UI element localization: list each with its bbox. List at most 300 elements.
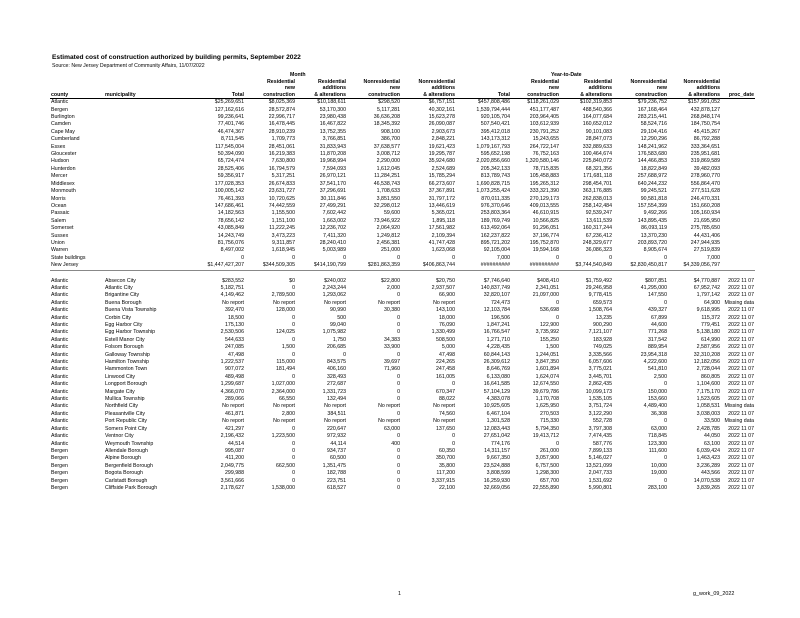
col-m-res-add-l2: additions <box>322 85 346 92</box>
cell-m-res-add: 7,602,442 <box>322 210 346 217</box>
municipality-row <box>50 463 755 470</box>
col-m-nonres-new-l1: Nonresidential <box>363 79 400 85</box>
cell-m-res-new: 1,151,100 <box>271 217 295 224</box>
cell-y-res-new: 264,722,147 <box>529 143 559 150</box>
cell-y-nonres-add: 3,839,265 <box>696 484 720 491</box>
cell-y-total: 196,506 <box>491 314 510 321</box>
cell-county: Salem <box>51 217 66 224</box>
cell-m-nonres-add: 66,900 <box>438 292 455 299</box>
cell-proc-date <box>721 203 755 210</box>
cell-m-res-new: No report <box>273 403 295 410</box>
cell-municipality <box>104 158 188 165</box>
cell-y-total: 1,847,241 <box>486 322 510 328</box>
cell-y-nonres-add: 21,695,950 <box>693 217 720 224</box>
county-row <box>50 107 755 114</box>
report-title: Estimated cost of construction authorized by building permits, September 2022 <box>52 54 301 61</box>
cell-m-res-add: 406,160 <box>327 366 346 373</box>
cell-county: Atlantic <box>51 336 69 343</box>
cell-m-res-new: $0 <box>289 277 295 284</box>
cell-proc-date: 2022 11 07 <box>728 470 754 477</box>
cell-y-nonres-new: 4,489,400 <box>643 403 667 410</box>
cell-m-res-add: 99,040 <box>329 322 346 328</box>
cell-m-nonres-new: 32,298,012 <box>373 202 400 209</box>
cell-proc-date: 2022 11 07 <box>728 292 754 299</box>
cell-y-total: 7,000 <box>496 254 510 261</box>
cell-y-nonres-new: 147,550 <box>648 292 667 299</box>
cell-y-res-new: 1,601,894 <box>535 366 559 373</box>
cell-m-nonres-add: 15,785,294 <box>428 173 455 180</box>
cell-m-res-new: 2,364,000 <box>271 388 295 395</box>
cell-y-nonres-new: 99,245,521 <box>640 188 667 195</box>
cell-county: Bergen <box>51 477 68 484</box>
cell-county: Hudson <box>51 158 70 165</box>
cell-proc-date <box>721 144 755 151</box>
county-row <box>50 188 755 195</box>
cell-m-nonres-add: 2,937,507 <box>431 284 455 291</box>
cell-m-res-new: 1,709,773 <box>271 136 295 143</box>
cell-municipality <box>104 114 188 121</box>
cell-m-nonres-add: 47,498 <box>438 351 455 358</box>
col-y-nonres-new-l2: new <box>656 85 667 92</box>
cell-m-nonres-new: 37,638,577 <box>373 143 400 150</box>
cell-y-res-add: 13,521,099 <box>585 462 612 469</box>
cell-m-res-add: 90,990 <box>329 307 346 314</box>
cell-y-nonres-new: $807,851 <box>645 277 667 284</box>
cell-proc-date <box>721 166 755 173</box>
cell-county: Atlantic <box>51 425 69 432</box>
cell-county: Atlantic <box>51 292 69 299</box>
cell-y-res-new: 5,794,350 <box>535 425 559 432</box>
cell-y-res-add: 363,176,885 <box>582 188 612 195</box>
cell-municipality <box>104 136 188 143</box>
cell-y-res-add: $1,759,492 <box>585 277 612 284</box>
cell-proc-date: 2022 11 07 <box>728 359 754 366</box>
cell-m-res-add: 7,411,320 <box>323 232 346 239</box>
cell-y-res-new: 0 <box>556 314 559 321</box>
cell-m-nonres-new: 30,380 <box>383 307 400 314</box>
cell-municipality <box>104 144 188 151</box>
cell-county: Atlantic <box>51 366 69 373</box>
cell-county: Middlesex <box>51 180 75 187</box>
cell-municipality <box>104 166 188 173</box>
cell-m-res-new: 28,451,061 <box>268 143 295 150</box>
cell-y-nonres-new: 718,845 <box>648 433 667 440</box>
cell-y-nonres-add: 278,960,770 <box>690 173 720 180</box>
cell-m-nonres-new: 3,851,550 <box>376 195 400 202</box>
cell-m-nonres-add: 2,524,689 <box>431 165 455 172</box>
cell-y-nonres-add: 44,050 <box>703 433 720 440</box>
cell-y-total: 16,641,585 <box>483 381 510 388</box>
cell-y-res-add: 90,101,083 <box>585 128 612 135</box>
cell-m-total: 247,085 <box>225 344 244 351</box>
cell-m-res-add: 44,114 <box>330 440 346 447</box>
cell-proc-date <box>721 173 755 180</box>
cell-m-res-add: 223,751 <box>327 477 346 484</box>
municipality-row <box>50 315 755 322</box>
cell-proc-date: Missing data <box>724 418 754 425</box>
cell-proc-date: 2022 11 07 <box>728 455 754 462</box>
cell-proc-date: 2022 11 07 <box>728 425 754 432</box>
cell-proc-date <box>721 158 755 165</box>
cell-proc-date <box>721 262 755 270</box>
cell-y-total: 1,690,828,715 <box>476 180 510 187</box>
cell-m-nonres-add: 41,747,428 <box>428 239 455 246</box>
cell-y-nonres-new: 0 <box>664 299 667 306</box>
cell-y-nonres-new: 123,300 <box>648 440 667 447</box>
cell-county: Sussex <box>51 232 69 239</box>
col-m-res-new-l2: new <box>284 85 295 92</box>
cell-municipality: Mullica Township <box>105 396 145 403</box>
cell-y-res-add: 13,235 <box>595 314 612 321</box>
cell-y-res-new: 19,413,712 <box>532 433 559 440</box>
cell-proc-date: 2022 11 07 <box>728 388 754 395</box>
cell-y-res-add: 92,539,247 <box>585 210 612 217</box>
cell-proc-date: 2022 11 07 <box>728 307 754 314</box>
cell-m-nonres-add: 31,797,172 <box>428 195 455 202</box>
cell-county: Atlantic <box>51 373 69 380</box>
cell-county: Bergen <box>51 106 68 113</box>
cell-m-res-add: $414,190,799 <box>296 262 347 270</box>
cell-y-nonres-new: 9,492,266 <box>643 210 667 217</box>
cell-m-res-new: 7,630,800 <box>271 158 295 165</box>
cell-m-total: 46,474,367 <box>217 128 244 135</box>
cell-m-nonres-new: 0 <box>397 381 400 388</box>
cell-y-total: 395,412,018 <box>480 128 510 135</box>
cell-y-total: 140,837,749 <box>480 284 510 291</box>
cell-y-res-new: 103,612,939 <box>529 121 559 128</box>
cell-y-nonres-new: 0 <box>664 254 667 261</box>
cell-municipality: Absecon City <box>105 277 136 284</box>
cell-y-nonres-add: 6,039,424 <box>696 447 720 454</box>
cell-m-total: 1,222,537 <box>220 359 244 366</box>
cell-m-total: 14,182,563 <box>217 210 244 217</box>
cell-y-total: 189,769,749 <box>480 217 510 224</box>
cell-m-nonres-new: 2,000 <box>386 284 400 291</box>
cell-county: Passaic <box>51 210 70 217</box>
cell-m-res-new: 128,000 <box>276 307 295 314</box>
cell-m-nonres-add: 117,200 <box>436 470 455 477</box>
cell-y-nonres-new: 283,100 <box>648 484 667 491</box>
cell-municipality: Egg Harbor Township <box>105 329 156 336</box>
cell-municipality <box>104 210 188 217</box>
cell-y-nonres-add: 44,431,406 <box>693 232 720 239</box>
cell-y-res-add: 171,681,118 <box>583 173 612 180</box>
cell-y-res-new: 195,752,870 <box>529 239 559 246</box>
cell-m-total: No report <box>222 403 244 410</box>
cell-proc-date <box>721 136 755 143</box>
cell-y-total: 595,652,198 <box>480 151 510 158</box>
cell-m-nonres-add: $406,863,744 <box>401 262 456 270</box>
cell-proc-date: 2022 11 07 <box>728 396 754 403</box>
cell-municipality <box>104 203 188 210</box>
cell-y-res-add: 587,776 <box>593 440 612 447</box>
cell-y-nonres-new: 317,542 <box>648 336 667 343</box>
cell-m-nonres-add: $20,750 <box>436 277 455 284</box>
cell-y-nonres-add: 9,618,995 <box>696 307 720 314</box>
cell-municipality <box>104 240 188 247</box>
cell-m-total: 461,871 <box>225 410 244 417</box>
col-y-total: Total <box>456 92 511 99</box>
source-note: Source: New Jersey Department of Community Affairs, 11/07/2022 <box>52 63 205 69</box>
cell-y-res-new: 270,503 <box>540 410 559 417</box>
cell-m-total: 995,087 <box>225 447 244 454</box>
col-y-nonres-add-l1: Nonresidential <box>683 79 720 85</box>
cell-y-nonres-add: 614,990 <box>701 336 720 343</box>
col-y-nonres-add-l2: additions <box>696 85 720 92</box>
cell-y-res-new: 1,320,580,146 <box>525 158 559 165</box>
cell-county: Atlantic <box>51 359 69 366</box>
col-m-res-add-l1: Residential <box>317 79 346 85</box>
cell-y-nonres-add: 779,451 <box>701 322 720 328</box>
cell-municipality: Buena Borough <box>105 299 142 306</box>
cell-y-nonres-add: 432,878,127 <box>690 106 720 113</box>
cell-y-res-new: 91,296,051 <box>532 225 559 232</box>
cell-m-nonres-new: $22,800 <box>381 277 400 284</box>
cell-y-total: 143,173,312 <box>480 136 510 143</box>
cell-municipality <box>104 99 188 107</box>
cell-proc-date <box>721 233 755 240</box>
cell-y-nonres-add: 556,864,470 <box>690 180 720 187</box>
cell-m-total: 177,028,353 <box>214 180 244 187</box>
cell-proc-date <box>721 255 755 262</box>
cell-proc-date: 2022 11 07 <box>728 462 754 469</box>
col-proc-date: proc_date <box>721 92 755 99</box>
cell-m-nonres-add: $6,757,151 <box>428 99 455 106</box>
cell-m-res-add: 26,970,121 <box>319 173 346 180</box>
cell-y-res-add: 2,862,435 <box>588 381 612 388</box>
cell-proc-date <box>721 210 755 217</box>
cell-m-res-new: 1,027,000 <box>271 381 295 388</box>
cell-proc-date <box>721 181 755 188</box>
cell-m-res-add: 2,243,244 <box>322 284 346 291</box>
cell-proc-date: 2022 11 07 <box>728 410 754 417</box>
cell-m-total: 127,162,616 <box>214 106 244 113</box>
cell-municipality: Ventnor City <box>105 433 134 440</box>
footer-code: g_work_09_2022 <box>693 591 735 597</box>
cell-m-res-new: 124,025 <box>276 329 295 336</box>
cell-m-total: 8,497,002 <box>220 247 244 254</box>
cell-m-res-add: 53,170,300 <box>319 106 346 113</box>
cell-y-res-add: 160,317,244 <box>582 225 612 232</box>
cell-y-res-add: 5,146,027 <box>588 455 612 462</box>
cell-y-res-new: 76,752,163 <box>532 151 559 158</box>
cell-county: Atlantic <box>51 329 69 336</box>
cell-m-res-add: 0 <box>343 254 346 261</box>
cell-y-nonres-new: 111,600 <box>648 447 667 454</box>
cell-m-total: 14,243,749 <box>217 232 244 239</box>
cell-m-res-new: 16,478,445 <box>268 121 295 128</box>
county-row <box>50 225 755 232</box>
cell-proc-date <box>721 240 755 247</box>
county-row <box>50 255 755 262</box>
cell-m-total: 44,514 <box>227 440 244 447</box>
cell-m-res-add: 16,467,822 <box>319 121 346 128</box>
cell-m-nonres-new: 0 <box>397 477 400 484</box>
cell-y-nonres-add: 5,138,180 <box>696 329 720 336</box>
cell-municipality <box>104 121 188 128</box>
cell-proc-date: 2022 11 07 <box>728 322 754 328</box>
cell-y-nonres-add: 3,236,289 <box>696 462 720 469</box>
cell-m-res-new: 0 <box>292 470 295 477</box>
cell-m-nonres-new: 386,700 <box>381 136 400 143</box>
municipality-row <box>50 485 755 492</box>
cell-m-res-new: 1,618,945 <box>271 247 295 254</box>
cell-county: Cumberland <box>51 136 80 143</box>
cell-y-res-new: 3,057,900 <box>535 455 559 462</box>
cell-y-nonres-add: 39,482,093 <box>693 165 720 172</box>
cell-m-total: 8,711,545 <box>221 136 244 143</box>
cell-y-res-add: 3,122,290 <box>588 410 612 417</box>
cell-y-nonres-add: 2,428,785 <box>696 425 720 432</box>
cell-proc-date: 2022 11 07 <box>728 336 754 343</box>
cell-m-res-new: 3,473,223 <box>271 232 295 239</box>
cell-y-nonres-add: 45,415,267 <box>693 128 720 135</box>
cell-y-res-new: 230,791,252 <box>529 128 559 135</box>
col-y-nonres-add-l3: & alterations <box>668 92 721 99</box>
cell-m-total: 43,085,849 <box>217 225 244 232</box>
cell-y-nonres-new: 203,893,720 <box>637 239 667 246</box>
cell-m-res-new: 0 <box>292 351 295 358</box>
cell-y-nonres-new: 771,268 <box>648 329 667 336</box>
cell-municipality: Longport Borough <box>105 381 148 388</box>
cell-y-res-new: 15,243,655 <box>532 136 559 143</box>
cell-m-nonres-new: 1,249,812 <box>376 232 400 239</box>
cell-y-nonres-new: 41,295,000 <box>640 284 667 291</box>
cell-m-res-new: 1,538,000 <box>271 484 295 491</box>
cell-y-res-new: 3,847,350 <box>535 359 559 366</box>
cell-county: Atlantic <box>51 381 69 388</box>
county-row <box>50 166 755 173</box>
cell-y-nonres-add: 63,100 <box>703 440 720 447</box>
cell-municipality <box>104 188 188 195</box>
cell-county: Atlantic <box>51 410 69 417</box>
cell-m-nonres-add: 1,895,118 <box>432 217 455 224</box>
cell-y-res-add: 262,838,013 <box>582 195 612 202</box>
county-row <box>50 121 755 128</box>
cell-m-res-new: 10,720,625 <box>268 195 295 202</box>
cell-y-total: 813,789,743 <box>480 173 510 180</box>
col-m-nonres-new-l3: construction <box>347 92 401 99</box>
cell-m-nonres-add: 137,650 <box>436 425 455 432</box>
cell-y-res-add: 659,573 <box>593 299 612 306</box>
cell-municipality: Northfield City <box>105 403 138 410</box>
cell-m-total: 47,498 <box>227 351 244 358</box>
cell-y-nonres-add: $4,339,056,797 <box>668 262 721 270</box>
cell-proc-date <box>721 151 755 158</box>
cell-y-res-add: 248,329,677 <box>582 239 612 246</box>
col-m-nonres-add-l3: & alterations <box>401 92 456 99</box>
cell-county: Atlantic <box>51 99 69 106</box>
cell-y-res-new: $408,410 <box>537 277 559 284</box>
cell-m-res-add: 37,541,170 <box>319 180 346 187</box>
cell-m-total: 411,200 <box>225 455 244 462</box>
cell-m-total: 907,072 <box>225 366 244 373</box>
cell-y-nonres-new: 23,954,318 <box>640 351 667 358</box>
cell-y-res-add: 13,611,539 <box>586 217 612 224</box>
cell-y-nonres-new: 0 <box>664 381 667 388</box>
cell-municipality: Bergenfield Borough <box>105 462 153 469</box>
cell-m-res-add: 19,968,994 <box>319 158 346 165</box>
cell-municipality: Hamilton Township <box>105 359 149 366</box>
cell-y-total: $7,746,640 <box>483 277 510 284</box>
col-y-res-add-l1: Residential <box>583 79 612 85</box>
cell-m-nonres-new: 908,100 <box>381 128 400 135</box>
cell-county: Burlington <box>51 114 75 121</box>
cell-y-res-new: 78,715,835 <box>532 165 559 172</box>
cell-m-total: 5,182,751 <box>220 284 244 291</box>
cell-y-res-new: 19,594,168 <box>532 247 559 254</box>
cell-municipality <box>104 247 188 254</box>
col-m-total: Total <box>188 92 245 99</box>
cell-y-res-new: 1,500 <box>545 344 559 351</box>
cell-y-total: 774,176 <box>491 440 510 447</box>
col-y-res-new-l3: construction <box>511 92 560 99</box>
cell-y-res-new: 0 <box>556 299 559 306</box>
cell-m-nonres-new: 0 <box>397 396 400 403</box>
cell-y-nonres-new: 4,222,600 <box>643 359 667 366</box>
cell-y-res-add: 10,099,173 <box>585 388 612 395</box>
cell-m-nonres-add: 2,109,394 <box>431 232 455 239</box>
cell-proc-date: 2022 11 07 <box>728 373 754 380</box>
cell-m-res-add: $240,002 <box>324 277 346 284</box>
cell-m-nonres-add: 18,000 <box>438 314 455 321</box>
cell-m-nonres-add: 670,347 <box>436 388 455 395</box>
cell-m-res-add: 384,511 <box>327 410 346 417</box>
cell-m-res-new: 0 <box>292 373 295 380</box>
cell-y-nonres-new: 167,168,464 <box>637 106 667 113</box>
cell-m-nonres-new: 33,900 <box>383 344 400 351</box>
county-row <box>50 240 755 247</box>
cell-m-nonres-add: 15,623,278 <box>428 114 455 121</box>
cell-proc-date <box>721 225 755 232</box>
cell-y-total: 1,079,167,793 <box>476 143 510 150</box>
cell-m-res-new: 16,219,383 <box>268 151 295 158</box>
cell-m-res-new: 22,996,717 <box>268 114 295 121</box>
cell-county: Atlantic <box>51 284 69 291</box>
cell-y-res-add: 3,445,701 <box>588 373 612 380</box>
cell-municipality <box>104 107 188 114</box>
cell-county: Atlantic <box>51 388 69 395</box>
cell-y-res-add: 3,751,724 <box>588 403 612 410</box>
cell-y-nonres-new: 2,500 <box>653 373 667 380</box>
cell-m-res-add: 60,500 <box>329 455 346 462</box>
cell-y-total: 4,228,435 <box>486 344 510 351</box>
cell-m-nonres-new: 0 <box>397 470 400 477</box>
cell-m-res-add: 206,685 <box>327 344 346 351</box>
col-y-nonres-new-l1: Nonresidential <box>630 79 667 85</box>
cell-y-res-add: 29,246,958 <box>585 284 612 291</box>
cell-county: Gloucester <box>51 151 77 158</box>
cell-y-res-new: 2,341,051 <box>535 284 559 291</box>
cell-m-res-add: 1,075,982 <box>322 329 346 336</box>
cell-y-nonres-add: 275,785,650 <box>690 225 720 232</box>
municipality-row <box>50 322 755 329</box>
cell-m-res-add: 27,499,291 <box>319 202 346 209</box>
cell-y-nonres-new: 86,093,119 <box>641 225 667 232</box>
cell-m-total: 147,686,461 <box>214 202 244 209</box>
cell-y-nonres-add: 1,463,423 <box>696 455 720 462</box>
col-m-nonres-add-l1: Nonresidential <box>418 79 455 85</box>
county-row <box>50 196 755 203</box>
cell-y-nonres-add: 443,566 <box>701 470 720 477</box>
cell-m-total: $25,269,651 <box>214 99 244 106</box>
cell-m-nonres-new: 1,708,633 <box>376 188 400 195</box>
cell-y-total: 10,925,605 <box>483 403 510 410</box>
cell-y-nonres-add: 235,951,681 <box>690 151 720 158</box>
cell-m-res-new: 74,442,559 <box>268 202 295 209</box>
municipality-row <box>50 470 755 477</box>
col-m-nonres-new-l2: new <box>389 85 400 92</box>
